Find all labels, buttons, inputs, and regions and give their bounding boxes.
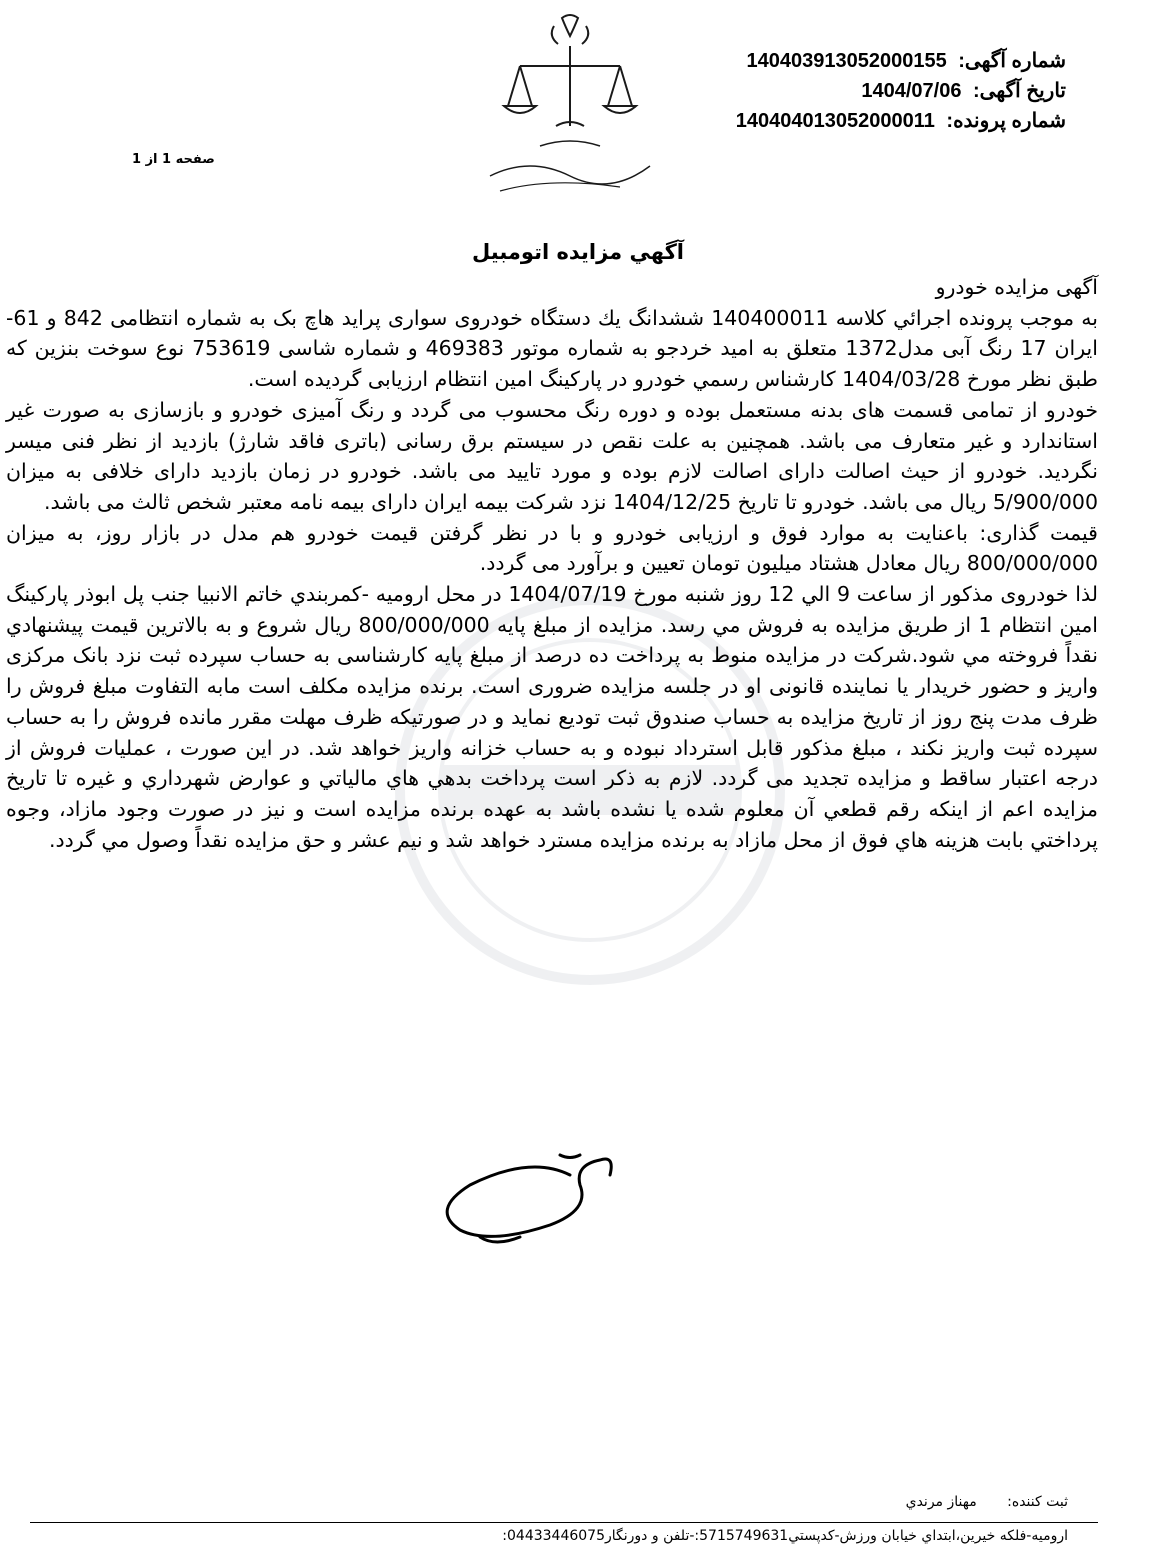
ad-date-label: تاریخ آگهی:: [973, 80, 1066, 102]
body-paragraph: لذا خودروی مذکور از ساعت 9 الي 12 روز شنبه مورخ 1404/07/19 در محل ارومیه -کمربندي خاتم الانبیا جنب پل ابوذر پارکینگ امین انتظام 1 از طريق مزايده به فروش مي رسد. مزايده از مبلغ پايه 800/000/000 ريال شروع و به بالاترين قيمت پيشنهادي نقداً فروخته مي شود.شرکت در مزایده منوط به پرداخت ده درصد از مبلغ پایه کارشناسی به حساب سپرده ثبت نزد بانک مرکزی واریز و حضور خریدار یا نماینده قانونی او در جلسه مزایده ضروری است. برنده مزایده مکلف است مابه التفاوت مبلغ فروش را ظرف مدت پنج روز از تاریخ مزایده به حساب صندوق ثبت تودیع نماید و در صورتیکه ظرف مهلت مقرر مانده فروش را به حساب سپرده ثبت واریز نکند ، مبلغ مذکور قابل استرداد نبوده و به حساب خزانه واریز خواهد شد. در این صورت ، عملیات فروش از درجه اعتبار ساقط و مزایده تجدید می گردد. لازم به ذکر است پرداخت بدهي هاي مالياتي و عوارض شهرداري و غيره تا تاريخ مزايده اعم از اينکه رقم قطعي آن معلوم شده يا نشده باشد به عهده برنده مزايده است و نيز در صورت وجود مازاد، وجوه پرداختي بابت هزينه هاي فوق از محل مازاد به برنده مزايده مسترد خواهد شد و نيم عشر و حق مزايده نقداً وصول مي گردد.: [6, 582, 1099, 852]
body-paragraph: قیمت گذاری: باعنایت به موارد فوق و ارزیابی خودرو و با در نظر گرفتن قیمت خودرو هم مدل در بازار روز، به میزان 800/000/000 ریال معادل هشتاد میلیون تومان تعیین و برآورد می گردد.: [6, 520, 1098, 576]
ad-date-line: [861, 78, 1066, 103]
notice-body: [6, 272, 1098, 855]
file-number: 140404013052000011: [735, 110, 935, 132]
document-title: آگهي مزايده اتومبيل: [472, 240, 684, 264]
registrar-line: [906, 1494, 1068, 1510]
body-paragraph: به موجب پرونده اجرائي كلاسه 140400011 ششدانگ يك دستگاه خودروی سواری پراید هاچ بک به شماره انتظامی 842 و 61-ایران 17 رنگ آبی مدل1372 متعلق به امید خردجو به شماره موتور 469383 و شماره شاسی 753619 نوع سوخت بنزین که طبق نظر مورخ 1404/03/28 کارشناس رسمي خودرو در پارکینگ امین انتظام ارزیابی گردیده است.: [6, 305, 1098, 392]
footer-address: اروميه-فلکه خيرين،ابتداي خيابان ورزش-کدپستي5715749631:-تلفن و دورنگار04433446075:: [502, 1528, 1068, 1544]
file-number-line: [736, 108, 1066, 133]
body-paragraph: آگهی مزایده خودرو: [935, 275, 1098, 299]
ad-date: 1404/07/06: [861, 80, 962, 102]
registrar-label: ثبت کننده:: [1007, 1494, 1068, 1510]
body-paragraph: خودرو از تمامی قسمت های بدنه مستعمل بوده و دوره رنگ محسوب می گردد و رنگ آمیزی خودرو و بازسازی به صورت غیر استاندارد و غیر متعارف می باشد. همچنین به علت نقص در سیستم برق رسانی (باتری فاقد شارژ) بازدید از نظر فنی میسر نگردید. خودرو از حیث اصالت دارای اصالت لازم بوده و مورد تایید می باشد. خودرو در زمان بازدید دارای خلافی به میزان 5/900/000 ریال می باشد. خودرو تا تاریخ 1404/12/25 نزد شرکت بیمه ایران دارای بیمه نامه معتبر شخص ثالث می باشد.: [6, 397, 1098, 514]
footer-divider: [30, 1522, 1098, 1523]
file-number-label: شماره پرونده:: [946, 110, 1066, 132]
page-indicator: صفحه 1 از 1: [132, 152, 215, 167]
signature-icon: [420, 1145, 630, 1265]
ad-number-line: [746, 48, 1066, 73]
judiciary-emblem-icon: [470, 6, 670, 206]
ad-number: 140403913052000155: [746, 50, 947, 72]
registrar-name: مهناز مرندي: [905, 1494, 977, 1510]
ad-number-label: شماره آگهی:: [958, 50, 1066, 72]
